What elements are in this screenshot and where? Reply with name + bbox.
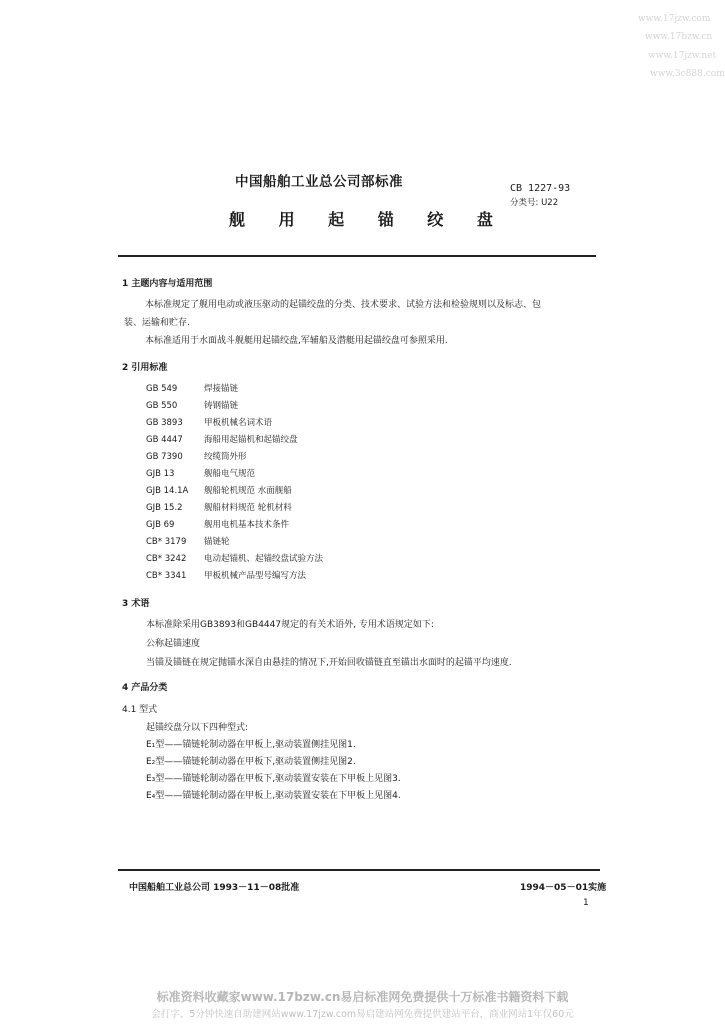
section-1-para-1a: 本标准规定了舰用电动或液压驱动的起锚绞盘的分类、技术要求、试验方法和检验规则以及标志、包 bbox=[145, 300, 542, 310]
watermark-line: www.17jzw.net bbox=[648, 51, 717, 61]
watermark-banner-line-2: 会打字、5分钟快速自助建网站www.17jzw.com易启建站网免费提供建站平台，商业网站1年仅60元 bbox=[151, 1009, 574, 1020]
reference-item bbox=[146, 382, 238, 394]
reference-code: GB 7390 bbox=[146, 452, 183, 462]
reference-code: GJB 69 bbox=[146, 520, 175, 530]
reference-item bbox=[146, 552, 323, 564]
reference-name: 铸钢锚链 bbox=[204, 401, 239, 411]
watermark-line: www.3c888.com bbox=[650, 69, 725, 79]
reference-code: CB* 3341 bbox=[146, 571, 187, 581]
reference-code: GJB 13 bbox=[146, 469, 175, 479]
reference-item bbox=[146, 433, 298, 445]
reference-code: CB* 3179 bbox=[146, 537, 187, 547]
reference-code: GJB 14.1A bbox=[146, 486, 189, 496]
reference-item bbox=[146, 416, 272, 428]
reference-code: CB* 3242 bbox=[146, 554, 187, 564]
section-3-para-1: 本标准除采用GB3893和GB4447规定的有关术语外, 专用术语规定如下: bbox=[146, 620, 434, 630]
watermark-line: www.17bzw.cn bbox=[645, 32, 713, 42]
implementation-date: 1994－05－01实施 bbox=[520, 883, 607, 893]
reference-name: 海船用起锚机和起锚绞盘 bbox=[204, 435, 298, 445]
section-1-heading: 1 主题内容与适用范围 bbox=[122, 279, 213, 289]
reference-name: 舰船材料规范 轮机材料 bbox=[204, 503, 292, 513]
reference-name: 甲板机械产品型号编写方法 bbox=[204, 571, 307, 581]
section-3-definition: 当锚及锚链在规定抛锚水深自由悬挂的情况下,开始回收锚链直至锚出水面时的起锚平均速度. bbox=[146, 658, 512, 668]
section-3-term: 公称起锚速度 bbox=[146, 639, 201, 649]
footer-rule bbox=[118, 869, 600, 871]
reference-item bbox=[146, 467, 255, 479]
watermark-banner-line-1: 标准资料收藏家www.17bzw.cn易启标准网免费提供十万标准书籍资料下载 bbox=[156, 990, 569, 1004]
type-item: E₁型——锚链轮制动器在甲板上,驱动装置侧挂见图1. bbox=[146, 740, 356, 750]
reference-item bbox=[146, 450, 247, 462]
page-number: 1 bbox=[583, 898, 589, 908]
section-2-heading: 2 引用标准 bbox=[122, 363, 168, 373]
reference-name: 绞缆筒外形 bbox=[204, 452, 247, 462]
reference-item bbox=[146, 518, 289, 530]
reference-name: 焊接锚链 bbox=[204, 384, 239, 394]
reference-name: 舰船轮机规范 水面舰船 bbox=[204, 486, 292, 496]
document-title: 舰 用 起 锚 绞 盘 bbox=[229, 210, 507, 229]
standard-number: CB 1227-93 bbox=[510, 183, 571, 194]
reference-code: GJB 15.2 bbox=[146, 503, 183, 513]
approval-date: 中国船舶工业总公司 1993－11－08批准 bbox=[129, 883, 300, 893]
reference-code: GB 549 bbox=[146, 384, 178, 394]
issuing-organization: 中国船舶工业总公司部标准 bbox=[235, 174, 403, 190]
reference-name: 舰船电气规范 bbox=[204, 469, 256, 479]
reference-item bbox=[146, 569, 306, 581]
section-1-para-1b: 装、运输和贮存. bbox=[124, 318, 190, 328]
section-1-para-2: 本标准适用于水面战斗舰艇用起锚绞盘,军辅船及潜艇用起锚绞盘可参照采用. bbox=[145, 336, 448, 346]
section-4-heading: 4 产品分类 bbox=[122, 683, 168, 693]
reference-name: 锚链轮 bbox=[204, 537, 230, 547]
type-item: E₄型——锚链轮制动器在甲板上,驱动装置安装在下甲板上见图4. bbox=[146, 791, 401, 801]
section-4-1-heading: 4.1 型式 bbox=[122, 705, 158, 715]
reference-item bbox=[146, 399, 238, 411]
header-rule bbox=[118, 255, 596, 257]
reference-code: GB 4447 bbox=[146, 435, 183, 445]
reference-name: 甲板机械名词术语 bbox=[204, 418, 273, 428]
reference-name: 舰用电机基本技术条件 bbox=[204, 520, 290, 530]
section-4-intro: 起锚绞盘分以下四种型式: bbox=[146, 723, 249, 733]
type-item: E₂型——锚链轮制动器在甲板下,驱动装置侧挂见图2. bbox=[146, 757, 356, 767]
reference-item bbox=[146, 535, 230, 547]
section-3-heading: 3 术语 bbox=[122, 599, 150, 609]
reference-name: 电动起锚机、起锚绞盘试验方法 bbox=[204, 554, 324, 564]
reference-item bbox=[146, 484, 292, 496]
watermark-line: www.17jzw.com bbox=[638, 14, 711, 24]
type-item: E₃型——锚链轮制动器在甲板下,驱动装置安装在下甲板上见图3. bbox=[146, 774, 401, 784]
reference-code: GB 3893 bbox=[146, 418, 183, 428]
reference-item bbox=[146, 501, 292, 513]
classification-number: 分类号: U22 bbox=[510, 198, 559, 208]
reference-code: GB 550 bbox=[146, 401, 178, 411]
